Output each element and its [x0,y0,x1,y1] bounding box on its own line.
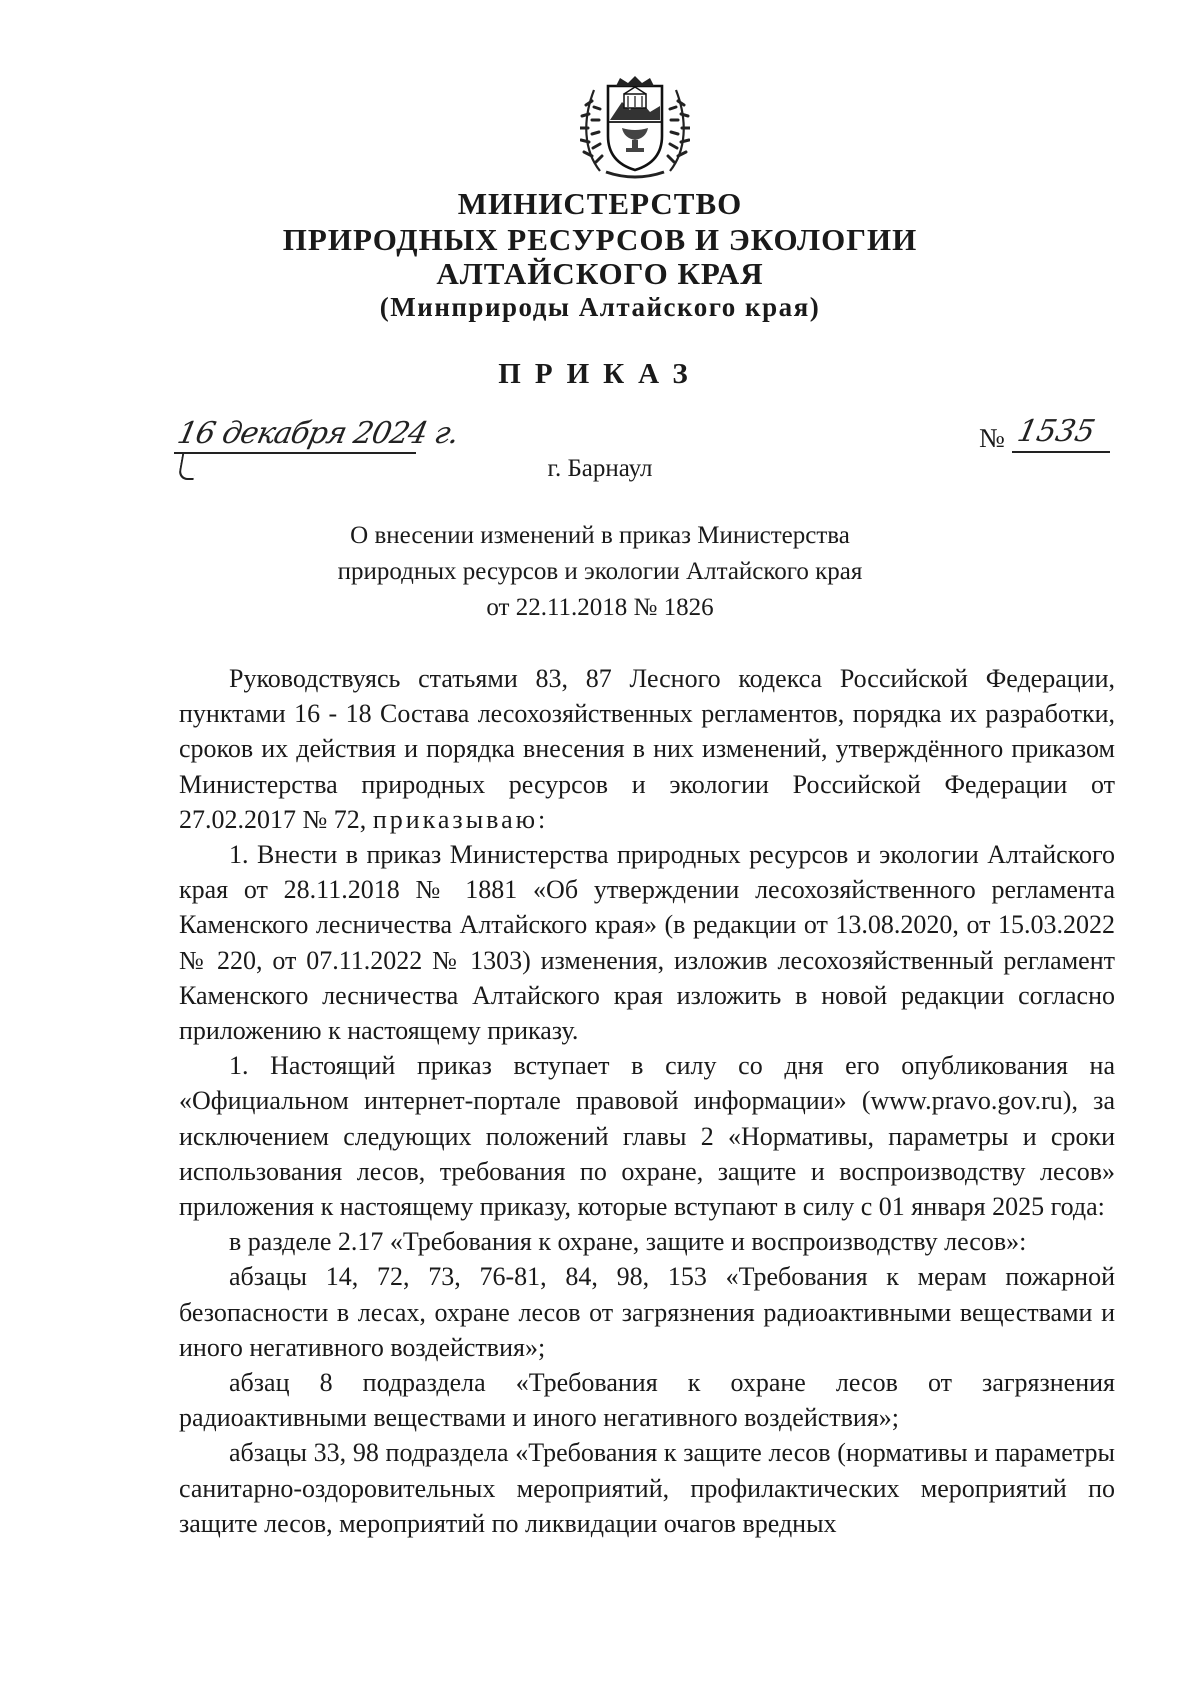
date-underline [174,452,416,454]
subject-line-2: природных ресурсов и экологии Алтайского края [337,558,863,585]
subject-line-3: от 22.11.2018 № 1826 [486,594,714,621]
ministry-title-line-2: ПРИРОДНЫХ РЕСУРСОВ И ЭКОЛОГИИ [282,222,918,257]
body-paragraph-clauses-3: абзацы 33, 98 подраздела «Требования к защите лесов (нормативы и параметры санитарно-оздоровительных мероприятий, профилактических мероприятий по защите лесов, мероприятий по ликвидации очагов вредных [179,1438,1115,1538]
order-body [179,661,1115,1541]
document-type-title: ПРИКАЗ [498,358,702,390]
number-underline [1012,451,1110,453]
coat-of-arms-emblem [580,76,690,180]
ministry-title-line-3: АЛТАЙСКОГО КРАЯ [436,256,764,291]
body-paragraph-section: в разделе 2.17 «Требования к охране, защите и воспроизводству лесов»: [229,1227,1027,1257]
order-subject [0,518,1200,626]
city-label: г. Барнаул [547,455,653,482]
handwritten-order-number: 1535 [1014,414,1099,449]
ministry-short-name: (Минприроды Алтайского края) [379,292,821,322]
preamble-text: Руководствуясь статьями 83, 87 Лесного кодекса Российской Федерации, пунктами 16 - 18 Состава лесохозяйственных регламентов, порядка их разработки, сроков их действия и порядка внесения в них изменений, утверждённого приказом Министерства природных ресурсов и экологии Российской Федерации от 27.02.2017 № 72, [179,664,1115,834]
handwritten-date: 16 декабря 2024 г. [174,416,462,451]
body-paragraph-item-2: 1. Настоящий приказ вступает в силу со дня его опубликования на «Официальном интернет-портале правовой информации» (www.pravo.gov.ru), за исключением следующих положений главы 2 «Нормативы, параметры и сроки использования лесов, требования по охране, защите и воспроизводству лесов» приложения к настоящему приказу, которые вступают в силу с 01 января 2025 года: [179,1051,1115,1222]
body-paragraph-item-1: 1. Внести в приказ Министерства природных ресурсов и экологии Алтайского края от 28.11.2018 № 1881 «Об утверждении лесохозяйственного регламента Каменского лесничества Алтайского края» (в редакции от 13.08.2020, от 15.03.2022 № 220, от 07.11.2022 № 1303) изменения, изложив лесохозяйственный регламент Каменского лесничества Алтайского края изложить в новой редакции согласно приложению к настоящему приказу. [179,840,1115,1046]
body-paragraph-clauses-2: абзац 8 подраздела «Требования к охране лесов от загрязнения радиоактивными веществами и иного негативного воздействия»; [179,1368,1115,1433]
ministry-title-line-1: МИНИСТЕРСТВО [457,186,743,221]
order-keyword: приказываю: [372,804,549,834]
order-number-label: № [979,423,1005,453]
body-paragraph-clauses-1: абзацы 14, 72, 73, 76-81, 84, 98, 153 «Требования к мерам пожарной безопасности в лесах, охране лесов от загрязнения радиоактивными веществами и иного негативного воздействия»; [179,1262,1115,1362]
altai-krai-coat-of-arms-icon [580,76,690,180]
body-paragraph-preamble [179,661,1115,837]
subject-line-1: О внесении изменений в приказ Министерства [350,522,850,549]
